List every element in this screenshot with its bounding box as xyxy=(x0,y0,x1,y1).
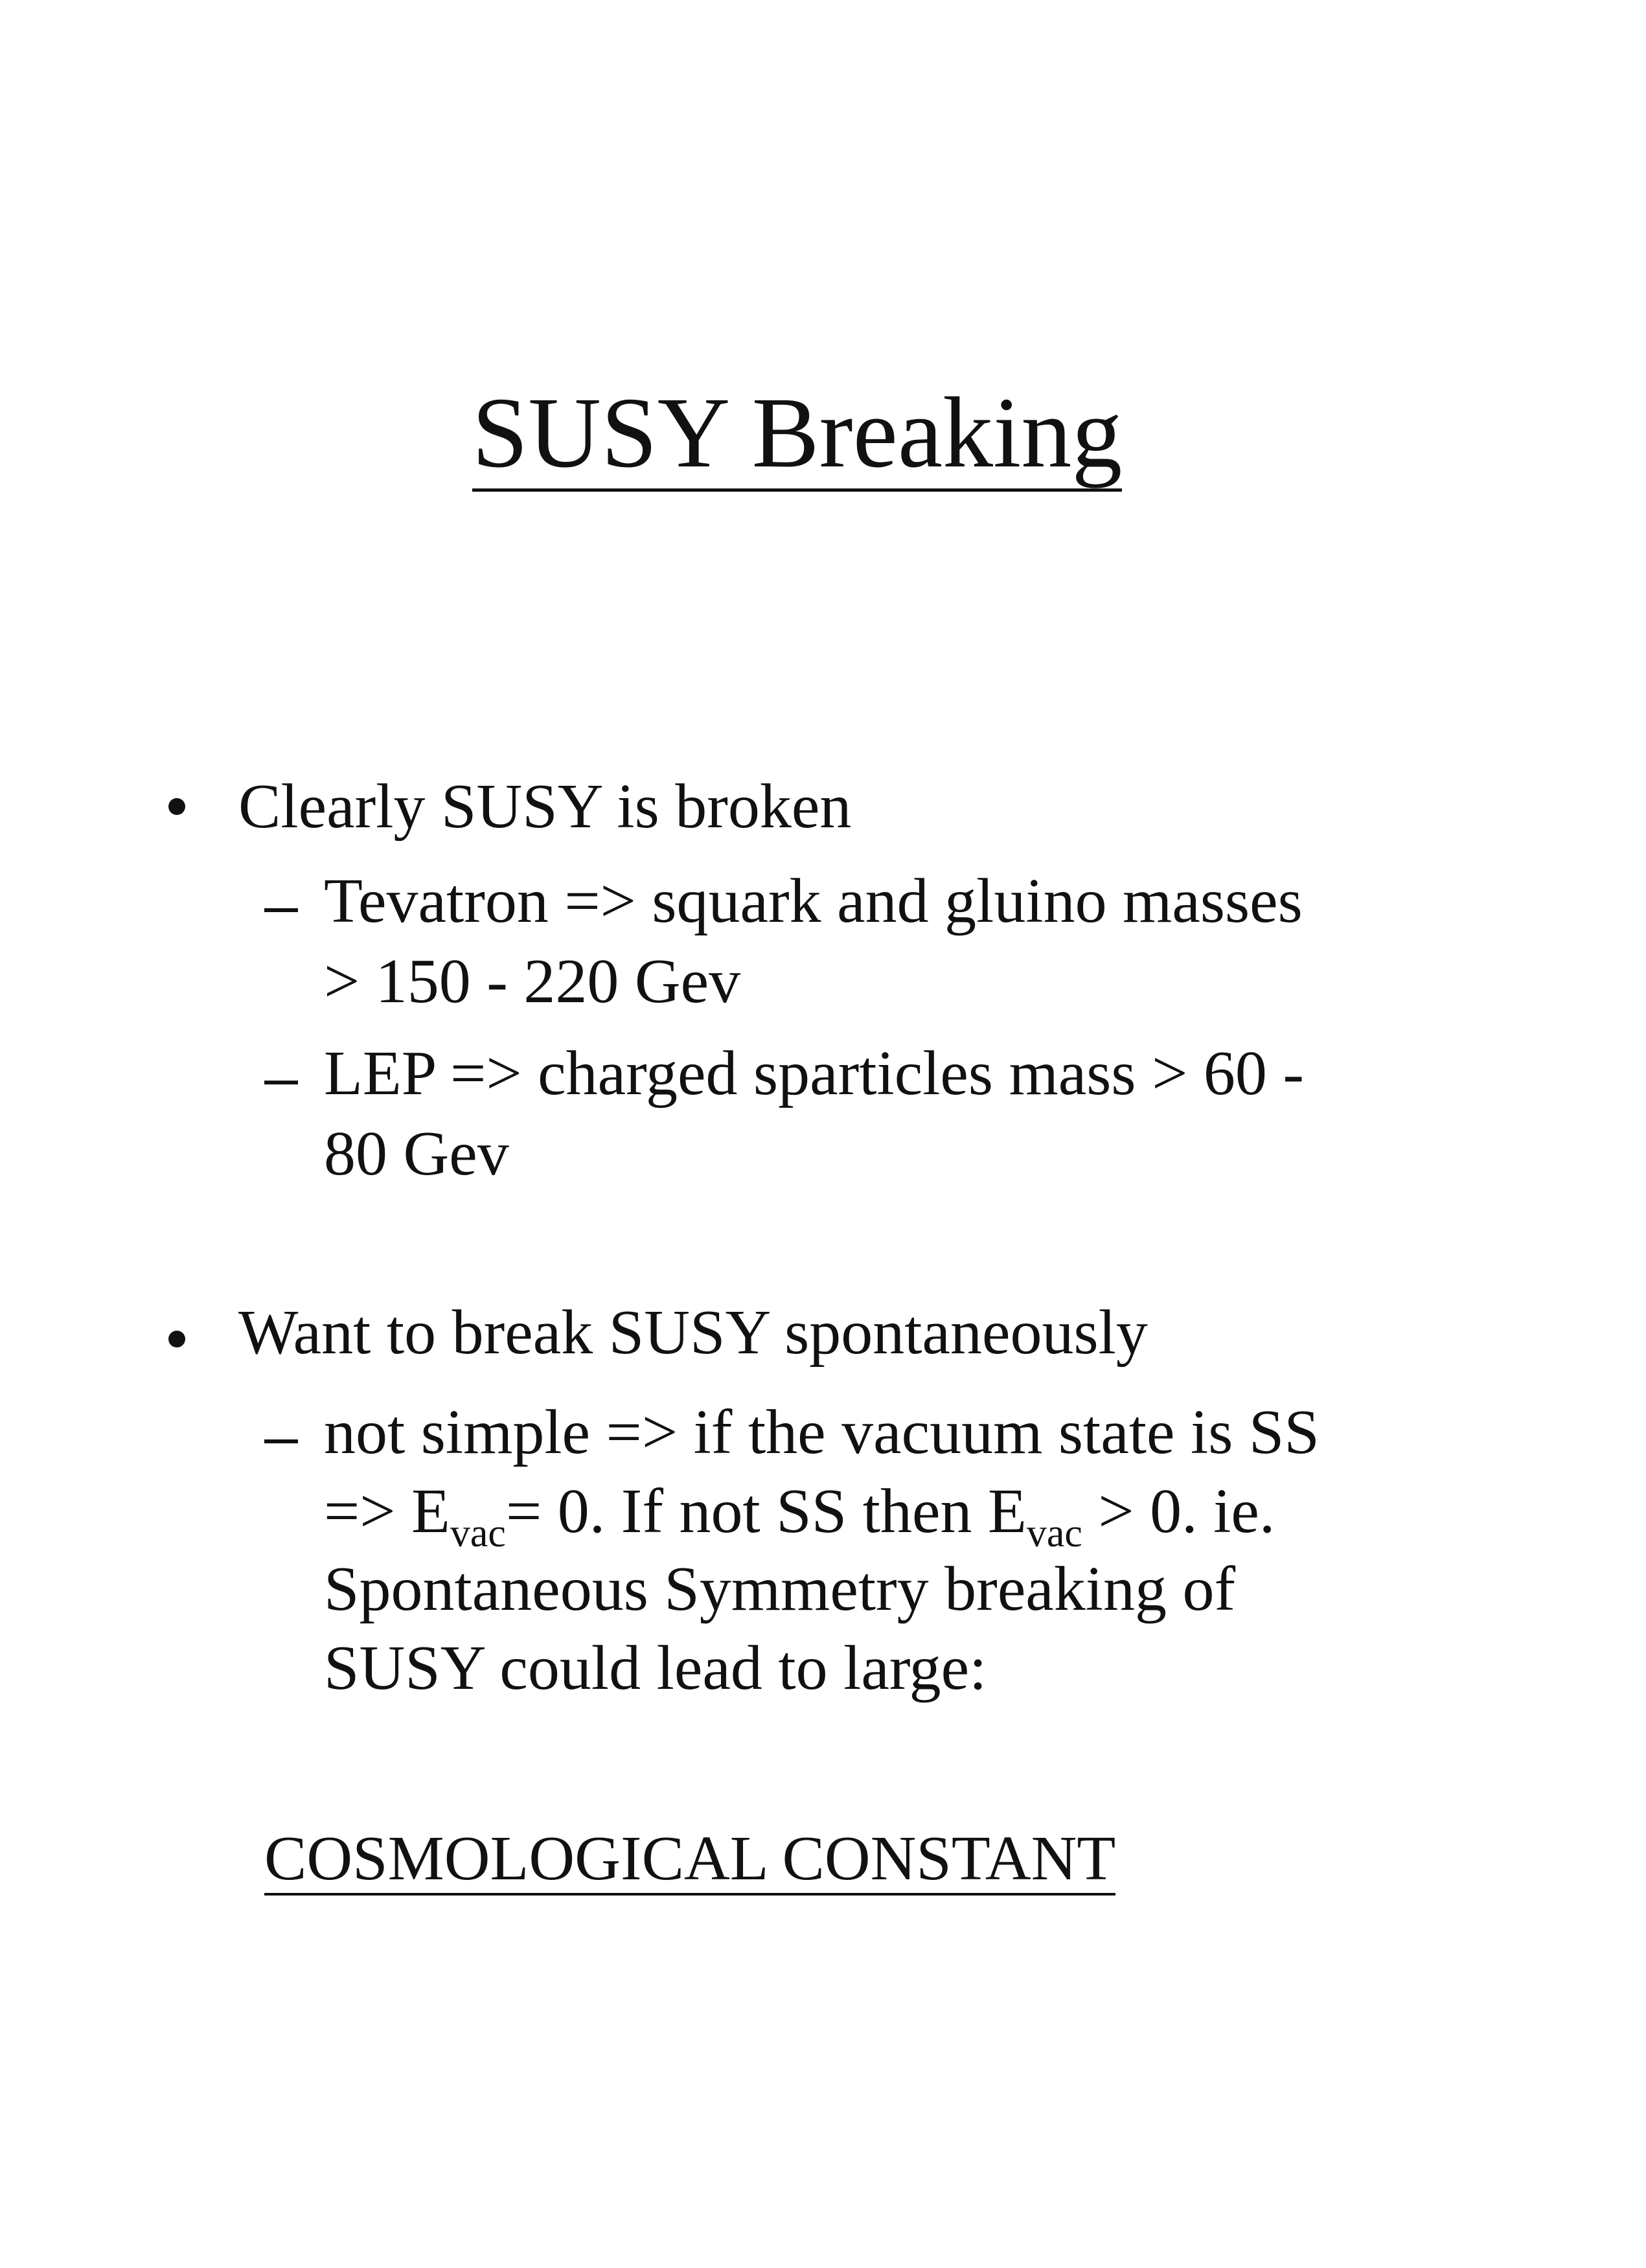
subscript-vac-2: vac xyxy=(1026,1511,1082,1555)
subitem-2-1-line1: not simple => if the vacuum state is SS xyxy=(324,1397,1320,1467)
bullet-marker-1 xyxy=(168,798,185,815)
subitem-2-1-line2-b: = 0. If not SS then E xyxy=(505,1476,1027,1546)
dash-marker-1-2 xyxy=(264,1081,298,1084)
subitem-1-2-line1: LEP => charged sparticles mass > 60 - xyxy=(324,1038,1304,1108)
subitem-1-2-line2: 80 Gev xyxy=(324,1119,509,1189)
conclusion-heading xyxy=(264,1824,1116,1896)
bullet-2-text: Want to break SUSY spontaneously xyxy=(238,1298,1148,1368)
subitem-1-1-line2: > 150 - 220 Gev xyxy=(324,946,741,1016)
conclusion-text: COSMOLOGICAL CONSTANT xyxy=(264,1827,1115,1896)
subitem-2-1-line3: Spontaneous Symmetry breaking of xyxy=(324,1554,1236,1624)
title-text: SUSY Breaking xyxy=(472,382,1123,492)
subitem-2-1-line2 xyxy=(324,1476,1275,1555)
subitem-1-1-line1: Tevatron => squark and gluino masses xyxy=(324,866,1303,936)
bullet-1-text: Clearly SUSY is broken xyxy=(238,772,852,842)
dash-marker-1-1 xyxy=(264,908,298,912)
subscript-vac-1: vac xyxy=(450,1511,506,1555)
page-title xyxy=(0,376,1646,492)
dash-marker-2-1 xyxy=(264,1439,298,1443)
bullet-marker-2 xyxy=(168,1331,185,1347)
subitem-2-1-line4: SUSY could lead to large: xyxy=(324,1633,987,1703)
subitem-2-1-line2-c: > 0. ie. xyxy=(1082,1476,1275,1546)
subitem-2-1-line2-a: => E xyxy=(324,1476,450,1546)
